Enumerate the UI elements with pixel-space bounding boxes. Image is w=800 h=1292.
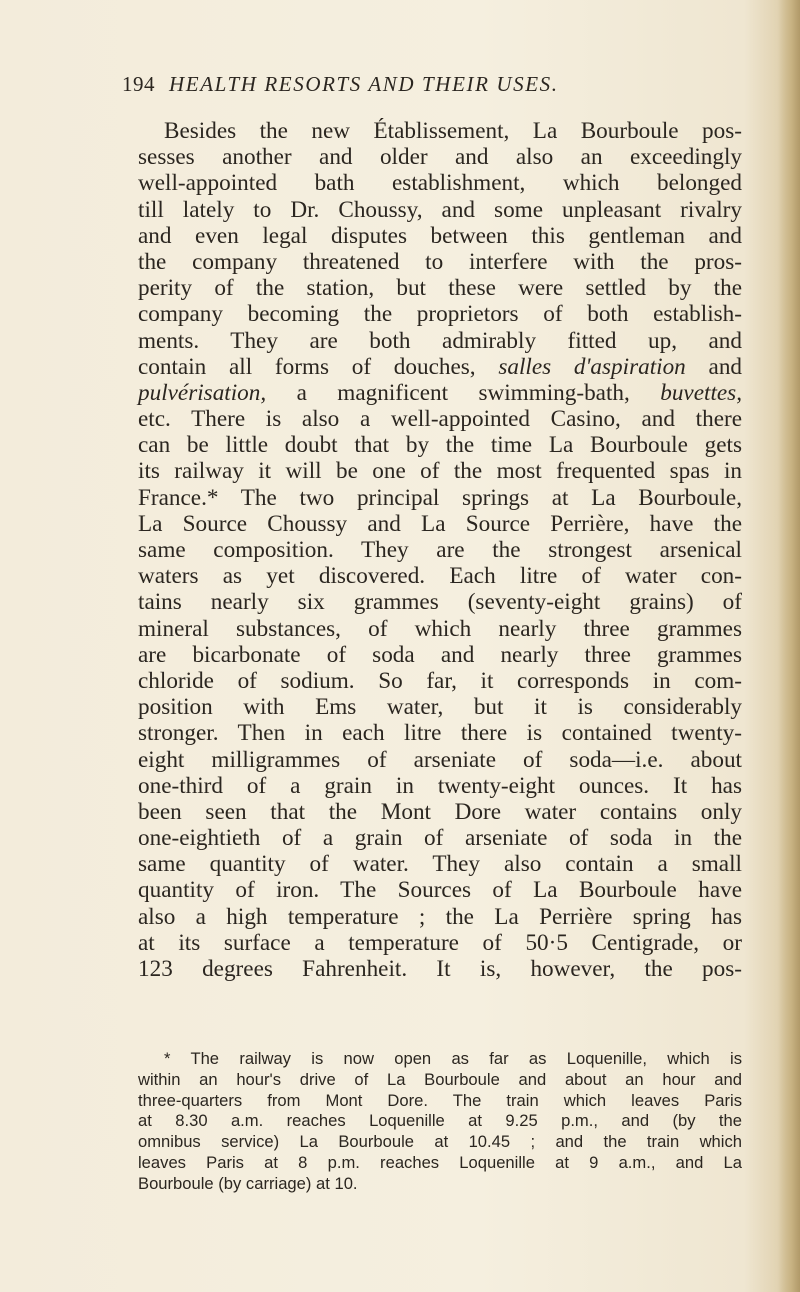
footnote-line: three-quarters from Mont Dore. The train which leaves Paris [138,1090,742,1110]
body-line: mineral substances, of which nearly three grammes [138,615,742,642]
page-edge-shadow [778,0,800,1292]
body-line: can be little doubt that by the time La Bourboule gets [138,432,742,459]
body-line: are bicarbonate of soda and nearly three grammes [138,641,742,668]
body-line: Besides the new Établissement, La Bourboule pos- [164,118,742,144]
body-line: chloride of sodium. So far, it corresponds in com- [138,667,742,694]
page-number: 194 [122,72,155,96]
body-text-segment: and [708,353,743,380]
body-line: France.* The two principal springs at La Bourboule, [138,484,742,511]
body-line: waters as yet discovered. Each litre of water con- [138,563,742,590]
footnote-line: omnibus service) La Bourboule at 10.45 ; and the train which [138,1132,742,1152]
body-line: 123 degrees Fahrenheit. It is, however, the pos- [138,956,742,982]
body-paragraph [138,118,742,982]
body-line: etc. There is also a well-appointed Casino, and there [138,406,742,433]
footnote [138,1049,742,1195]
body-line: at its surface a temperature of 50·5 Centigrade, or [138,929,742,956]
running-header [122,72,722,108]
body-line: position with Ems water, but it is considerably [138,694,742,721]
body-line: tains nearly six grammes (seventy-eight grains) of [138,589,742,616]
body-line: stronger. Then in each litre there is contained twenty- [138,720,742,747]
body-line: till lately to Dr. Choussy, and some unpleasant rivalry [138,196,742,223]
footnote-line: * The railway is now open as far as Loquenille, which is [164,1049,742,1068]
footnote-line: Bourboule (by carriage) at 10. [138,1173,358,1193]
body-line: quantity of iron. The Sources of La Bourboule have [138,877,742,904]
body-line: sesses another and older and also an exceedingly [138,144,742,171]
running-title: HEALTH RESORTS AND THEIR USES. [169,72,559,96]
body-line: and even legal disputes between this gentleman and [138,222,742,249]
italic-term: pulvérisation, [138,379,267,406]
italic-term: buvettes, [660,379,743,406]
body-line: been seen that the Mont Dore water contains only [138,798,742,825]
body-line: well-appointed bath establishment, which belonged [138,170,742,197]
body-line: company becoming the proprietors of both establish- [138,301,742,328]
body-line: its railway it will be one of the most frequented spas in [138,458,742,485]
body-line: also a high temperature ; the La Perrière spring has [138,903,742,930]
body-line-mixed [138,380,742,406]
footnote-line: within an hour's drive of La Bourboule and about an hour and [138,1069,742,1089]
body-text-segment: contain all forms of douches, [138,353,476,380]
body-line: the company threatened to interfere with the pros- [138,248,742,275]
body-line: same composition. They are the strongest arsenical [138,537,742,563]
body-text-segment: a magnificent swimming-bath, [296,379,630,406]
body-line: one-eightieth of a grain of arseniate of soda in the [138,825,742,852]
body-line: same quantity of water. They also contain a small [138,851,742,878]
body-line: ments. They are both admirably fitted up, and [138,327,742,354]
body-line: one-third of a grain in twenty-eight ounces. It has [138,772,742,799]
footnote-line: at 8.30 a.m. reaches Loquenille at 9.25 p.m., and (by the [138,1111,742,1131]
footnote-line: leaves Paris at 8 p.m. reaches Loquenille at 9 a.m., and La [138,1152,742,1172]
body-line: perity of the station, but these were settled by the [138,275,742,302]
body-line-mixed [138,354,742,380]
italic-term: salles d'aspiration [498,353,686,380]
body-line: eight milligrammes of arseniate of soda—i.e. about [138,746,742,773]
body-line: La Source Choussy and La Source Perrière, have the [138,510,742,537]
